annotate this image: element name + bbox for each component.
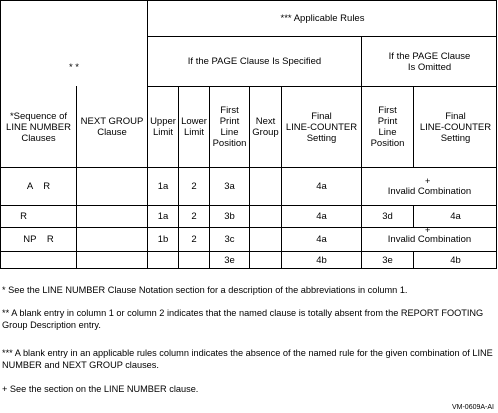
page-specified-heading: If the PAGE Clause Is Specified — [187, 56, 322, 67]
row-3-sequence: NP R — [23, 234, 54, 245]
column-header-first-print-line-position-omitted: First Print Line Position — [370, 105, 405, 149]
footnote-abbreviations: * See the LINE NUMBER Clause Notation section for a description of the abbreviations in column 1. — [2, 285, 408, 295]
row-2-first-print: 3b — [224, 211, 235, 222]
row-1-plus-marker: + — [425, 176, 431, 186]
column-header-final-line-counter-omitted: Final LINE-COUNTER Setting — [419, 110, 492, 144]
row-2-upper-limit: 1a — [157, 211, 169, 222]
column-header-upper-limit: Upper Limit — [150, 116, 176, 138]
applicable-rules-heading: *** Applicable Rules — [280, 13, 365, 24]
column-header-next-group-clause: NEXT GROUP Clause — [80, 116, 144, 138]
row-3-plus-marker: + — [425, 225, 431, 235]
row-1-invalid-combination: Invalid Combination — [387, 185, 472, 197]
row-1-upper-limit: 1a — [157, 181, 169, 192]
row-4-first-print: 3e — [224, 255, 235, 266]
row-3-upper-limit: 1b — [157, 234, 169, 245]
row-2-lower-limit: 2 — [191, 211, 197, 222]
row-3-final-line-counter: 4a — [316, 234, 327, 245]
row-1-sequence: A R — [26, 181, 51, 192]
row-3-first-print: 3c — [224, 234, 235, 245]
row-2-final-line-counter: 4a — [316, 211, 327, 222]
column-header-next-group: Next Group — [252, 116, 279, 138]
figure-id: VM-0609A-AI — [451, 404, 494, 411]
row-2-omitted-final-line-counter: 4a — [450, 211, 461, 222]
footnote-blank-entry-rules: *** A blank entry in an applicable rules column indicates the absence of the named rule for the given combination of LINE NUMBER and NEXT GROUP clauses. — [2, 348, 493, 370]
footnote-blank-entry-columns: ** A blank entry in column 1 or column 2 indicates that the named clause is totally absent from the REPORT FOOTING Group Description entry. — [2, 308, 484, 330]
column-header-lower-limit: Lower Limit — [181, 116, 207, 138]
row-4-omitted-final-line-counter: 4b — [450, 255, 461, 266]
row-1-first-print: 3a — [224, 181, 235, 192]
row-1-final-line-counter: 4a — [316, 181, 327, 192]
row-2-sequence: R — [20, 211, 27, 222]
row-4-final-line-counter: 4b — [316, 255, 327, 266]
column-header-sequence: *Sequence of LINE NUMBER Clauses — [6, 110, 71, 144]
corner-note-marker: * * — [68, 61, 80, 73]
row-4-omitted-first-print: 3e — [382, 255, 393, 266]
column-header-first-print-line-position: First Print Line Position — [212, 105, 247, 149]
page-omitted-heading: If the PAGE Clause Is Omitted — [388, 50, 471, 73]
footnote-plus-line-number: + See the section on the LINE NUMBER clause. — [2, 384, 199, 394]
row-2-omitted-first-print: 3d — [382, 211, 393, 222]
row-1-lower-limit: 2 — [191, 181, 197, 192]
row-3-invalid-combination: Invalid Combination — [387, 233, 472, 245]
row-3-lower-limit: 2 — [191, 234, 197, 245]
column-header-final-line-counter: Final LINE-COUNTER Setting — [285, 110, 358, 144]
